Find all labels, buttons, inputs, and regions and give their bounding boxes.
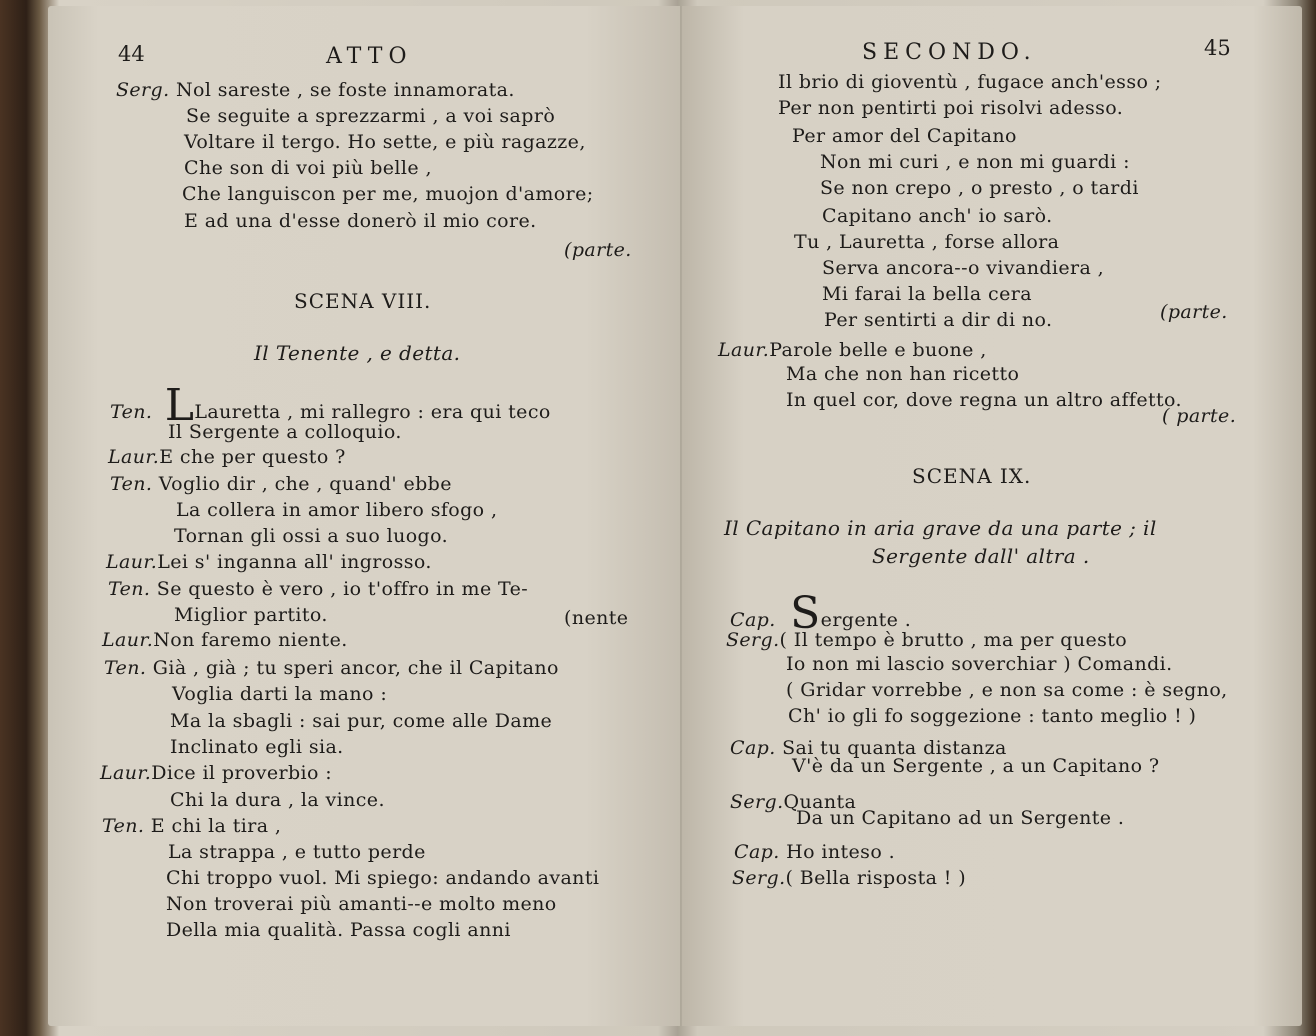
dialogue-line: Tornan gli ossi a suo luogo. [174, 525, 449, 547]
speaker-label: Laur. [108, 446, 160, 468]
dialogue-line: Il Sergente a colloquio. [168, 421, 402, 443]
dialogue-line [102, 628, 348, 652]
verse-line: E ad una d'esse donerò il mio core. [184, 210, 537, 232]
speaker-label: Cap. [730, 737, 776, 759]
speaker-label: Laur. [102, 629, 154, 651]
dialogue-text: Sai tu quanta distanza [782, 737, 1007, 759]
dialogue-line: Miglior partito. [174, 604, 328, 626]
running-head: SECONDO. [862, 40, 1037, 65]
verse-line [116, 78, 515, 102]
speaker-label: Cap. [734, 841, 780, 863]
speaker-label: Ten. [108, 578, 151, 600]
dialogue-text: Voglio dir , che , quand' ebbe [158, 473, 452, 495]
dialogue-line [110, 472, 452, 496]
scene-direction: Il Tenente , e detta. [254, 341, 461, 365]
dialogue-line: Chi la dura , la vince. [170, 789, 385, 811]
dialogue-line: Ma la sbagli : sai pur, come alle Dame [170, 710, 553, 732]
scene-direction: Il Capitano in aria grave da una parte ; il [724, 516, 1157, 540]
speaker-label: Serg. [730, 791, 784, 813]
speaker-label: Laur. [106, 551, 158, 573]
speaker-label: Ten. [104, 657, 147, 679]
dialogue-line [102, 814, 281, 838]
verse-text: Parole belle e buone , [769, 339, 987, 361]
dialogue-line: V'è da un Sergente , a un Capitano ? [792, 755, 1160, 777]
speaker-label: Laur. [100, 762, 152, 784]
verse-line: In quel cor, dove regna un altro affetto. [786, 389, 1182, 411]
speaker-label: Ten. [110, 473, 153, 495]
dialogue-line: Della mia qualità. Passa cogli anni [166, 919, 511, 941]
speaker-label: Cap. [730, 609, 776, 631]
dialogue-text: E chi la tira , [150, 815, 282, 837]
left-page [48, 6, 680, 1026]
dialogue-line: La strappa , e tutto perde [168, 841, 426, 863]
dialogue-text: Lauretta , mi rallegro : era qui teco [194, 401, 551, 423]
dialogue-line: Chi troppo vuol. Mi spiego: andando avanti [166, 867, 600, 889]
verse-line: Per sentirti a dir di no. [824, 309, 1053, 331]
stage-direction: (parte. [564, 239, 632, 261]
scene-title: SCENA IX. [912, 464, 1032, 488]
speaker-label: Ten. [102, 815, 145, 837]
speaker-label: Laur. [718, 339, 770, 361]
verse-line: Se non crepo , o presto , o tardi [820, 177, 1139, 199]
dialogue-line [734, 840, 895, 864]
dialogue-line [106, 550, 432, 574]
verse-line: Serva ancora--o vivandiera , [822, 257, 1105, 279]
verse-line: Tu , Lauretta , forse allora [794, 231, 1060, 253]
scene-direction: Sergente dall' altra . [872, 544, 1090, 568]
dialogue-text: Dice il proverbio : [151, 762, 333, 784]
verse-line: Per amor del Capitano [792, 125, 1017, 147]
scene-title: SCENA VIII. [294, 289, 432, 313]
verse-line: Che languiscon per me, muojon d'amore; [182, 183, 594, 205]
verse-line: Per non pentirti poi risolvi adesso. [778, 97, 1124, 119]
dialogue-line-right: (nente [564, 607, 629, 629]
running-head: ATTO [326, 44, 413, 69]
stage-direction: (parte. [1160, 301, 1228, 323]
dialogue-line [726, 628, 1127, 652]
verse-text: Nol sareste , se foste innamorata. [176, 79, 515, 101]
verse-line: Ma che non han ricetto [786, 363, 1020, 385]
dialogue-line [108, 445, 346, 469]
verse-line: Non mi curi , e non mi guardi : [820, 151, 1130, 173]
dialogue-text: Non faremo niente. [153, 629, 348, 651]
dialogue-text: Lei s' inganna all' ingrosso. [157, 551, 432, 573]
dialogue-text: E che per questo ? [159, 446, 346, 468]
verse-line [718, 338, 987, 362]
dialogue-line [104, 656, 559, 680]
dialogue-line [100, 761, 332, 785]
drop-cap: S [790, 588, 821, 639]
dialogue-line: La collera in amor libero sfogo , [176, 499, 498, 521]
verse-line: Mi farai la bella cera [822, 283, 1032, 305]
dialogue-text: Se questo è vero , io t'offro in me Te- [156, 578, 529, 600]
page-number: 44 [118, 42, 145, 66]
verse-line: Voltare il tergo. Ho sette, e più ragazze, [184, 131, 586, 153]
dialogue-line: Io non mi lascio soverchiar ) Comandi. [786, 653, 1173, 675]
speaker-label: Serg. [726, 629, 780, 651]
dialogue-text: ( Il tempo è brutto , ma per questo [779, 629, 1128, 651]
dialogue-line: Non troverai più amanti--e molto meno [166, 893, 557, 915]
dialogue-line: ( Gridar vorrebbe , e non sa come : è segno, [786, 679, 1228, 701]
speaker-label: Ten. [110, 401, 153, 423]
stage-direction: ( parte. [1162, 405, 1237, 427]
verse-line: Capitano anch' io sarò. [822, 205, 1053, 227]
dialogue-line: Inclinato egli sia. [170, 736, 344, 758]
dialogue-line [108, 577, 528, 601]
speaker-label: Serg. [732, 867, 786, 889]
dialogue-line [732, 866, 966, 890]
dialogue-text: ( Bella risposta ! ) [785, 867, 967, 889]
dialogue-line: Da un Capitano ad un Sergente . [796, 807, 1125, 829]
speaker-label: Serg. [116, 79, 170, 101]
dialogue-text: Quanta [783, 791, 857, 813]
dialogue-text: ergente . [820, 609, 912, 631]
verse-line: Che son di voi più belle , [184, 157, 432, 179]
dialogue-text: Già , già ; tu speri ancor, che il Capitano [152, 657, 559, 679]
drop-cap: L [164, 380, 195, 431]
page-number: 45 [1204, 36, 1231, 60]
verse-line: Il brio di gioventù , fugace anch'esso ; [778, 71, 1162, 93]
verse-line: Se seguite a sprezzarmi , a voi saprò [186, 105, 556, 127]
dialogue-text: Ho inteso . [786, 841, 896, 863]
dialogue-line: Voglia darti la mano : [172, 683, 388, 705]
dialogue-line: Ch' io gli fo soggezione : tanto meglio ! ) [788, 705, 1197, 727]
right-page [682, 6, 1302, 1026]
